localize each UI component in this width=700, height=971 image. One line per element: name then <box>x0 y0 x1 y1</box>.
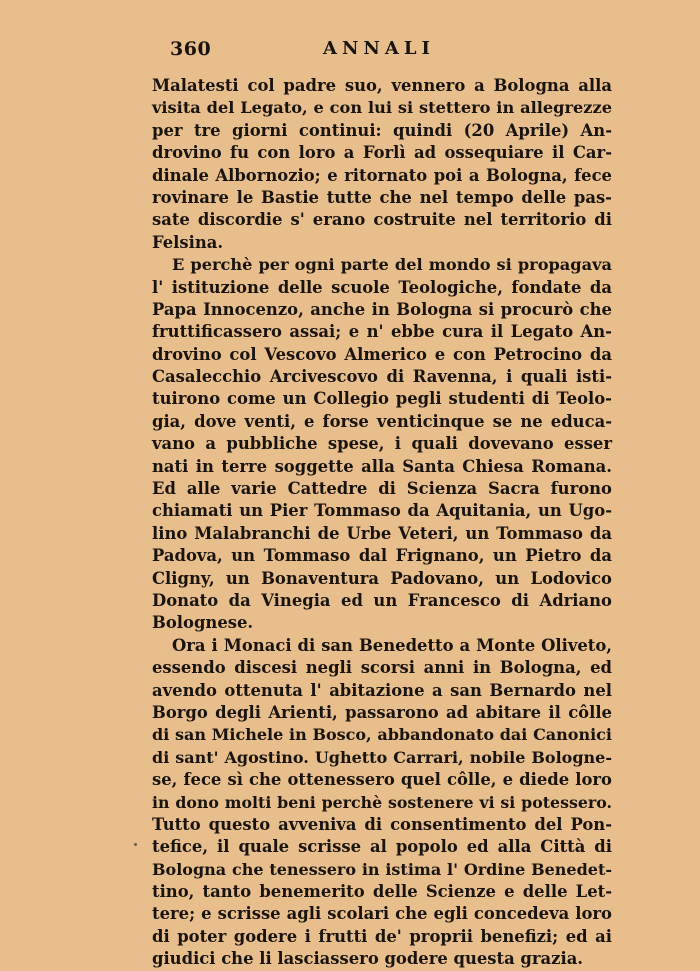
text-line: gia, dove venti, e forse venticinque se ne educa- <box>152 411 612 431</box>
text-line: avendo ottenuta l' abitazione a san Bernardo nel <box>152 680 612 700</box>
text-line: se, fece sì che ottenessero quel côlle, e diede loro <box>152 770 612 790</box>
body-text <box>152 75 612 971</box>
page-header <box>0 38 700 68</box>
text-line: per tre giorni continui: quindi (20 Aprile) An- <box>152 120 612 140</box>
text-line: drovino fu con loro a Forlì ad ossequiare il Car- <box>152 143 612 163</box>
text-line: sate discordie s' erano costruite nel territorio di <box>152 210 612 230</box>
text-line: drovino col Vescovo Almerico e con Petrocino da <box>152 344 612 364</box>
text-line: Malatesti col padre suo, vennero a Bologna alla <box>152 76 612 95</box>
text-line: Bologna che tenessero in istima l' Ordine Benedet- <box>152 859 612 879</box>
text-line: Cligny, un Bonaventura Padovano, un Lodovico <box>152 568 612 588</box>
text-line: di san Michele in Bosco, abbandonato dai Canonici <box>152 725 612 745</box>
text-line: l' istituzione delle scuole Teologiche, fondate da <box>152 277 612 297</box>
text-line: Casalecchio Arcivescovo di Ravenna, i quali isti- <box>152 367 612 387</box>
text-line: Ora i Monaci di san Benedetto a Monte Oliveto, <box>172 635 612 655</box>
text-line: tino, tanto benemerito delle Scienze e delle Let- <box>152 882 612 902</box>
text-line: essendo discesi negli scorsi anni in Bologna, ed <box>152 658 612 678</box>
text-line: giudici che li lasciassero godere questa grazia. <box>152 949 584 969</box>
text-line: Padova, un Tommaso dal Frignano, un Pietro da <box>152 546 612 566</box>
text-line: rovinare le Bastie tutte che nel tempo delle pas- <box>152 187 612 207</box>
text-line: Felsina. <box>152 232 224 252</box>
text-line: tuirono come un Collegio pegli studenti di Teolo- <box>152 389 612 409</box>
text-line: lino Malabranchi de Urbe Veteri, un Tommaso da <box>152 523 612 543</box>
running-title: ANNALI <box>323 38 435 59</box>
text-line: tere; e scrisse agli scolari che egli concedeva loro <box>152 904 612 924</box>
page-number: 360 <box>170 38 212 60</box>
text-line: Bolognese. <box>152 613 254 633</box>
text-line: di poter godere i frutti de' proprii benefizi; ed ai <box>152 926 612 946</box>
margin-dot <box>134 843 137 846</box>
text-line: vano a pubbliche spese, i quali dovevano esser <box>152 434 612 454</box>
text-line: nati in terre soggette alla Santa Chiesa Romana. <box>152 456 612 476</box>
text-line: Ed alle varie Cattedre di Scienza Sacra furono <box>152 479 612 499</box>
text-line: tefice, il quale scrisse al popolo ed alla Città di <box>152 837 612 857</box>
text-line: E perchè per ogni parte del mondo si propagava <box>172 255 612 275</box>
paragraph-2 <box>152 254 612 635</box>
text-line: chiamati un Pier Tommaso da Aquitania, un Ugo- <box>152 501 612 521</box>
text-line: Donato da Vinegia ed un Francesco di Adriano <box>152 590 612 610</box>
text-line: in dono molti beni perchè sostenere vi si potessero. <box>152 792 612 812</box>
text-line: di sant' Agostino. Ughetto Carrari, nobile Bologne- <box>152 747 612 767</box>
text-line: Papa Innocenzo, anche in Bologna si procurò che <box>152 299 612 319</box>
text-line: Tutto questo avveniva di consentimento del Pon- <box>152 814 612 834</box>
paragraph-3 <box>152 635 612 971</box>
text-line: fruttificassero assai; e n' ebbe cura il Legato An- <box>152 322 612 342</box>
text-line: dinale Albornozio; e ritornato poi a Bologna, fece <box>152 165 612 185</box>
paragraph-1 <box>152 75 612 254</box>
text-line: Borgo degli Arienti, passarono ad abitare il côlle <box>152 702 612 722</box>
text-line: visita del Legato, e con lui si stettero in allegrezze <box>152 98 612 118</box>
